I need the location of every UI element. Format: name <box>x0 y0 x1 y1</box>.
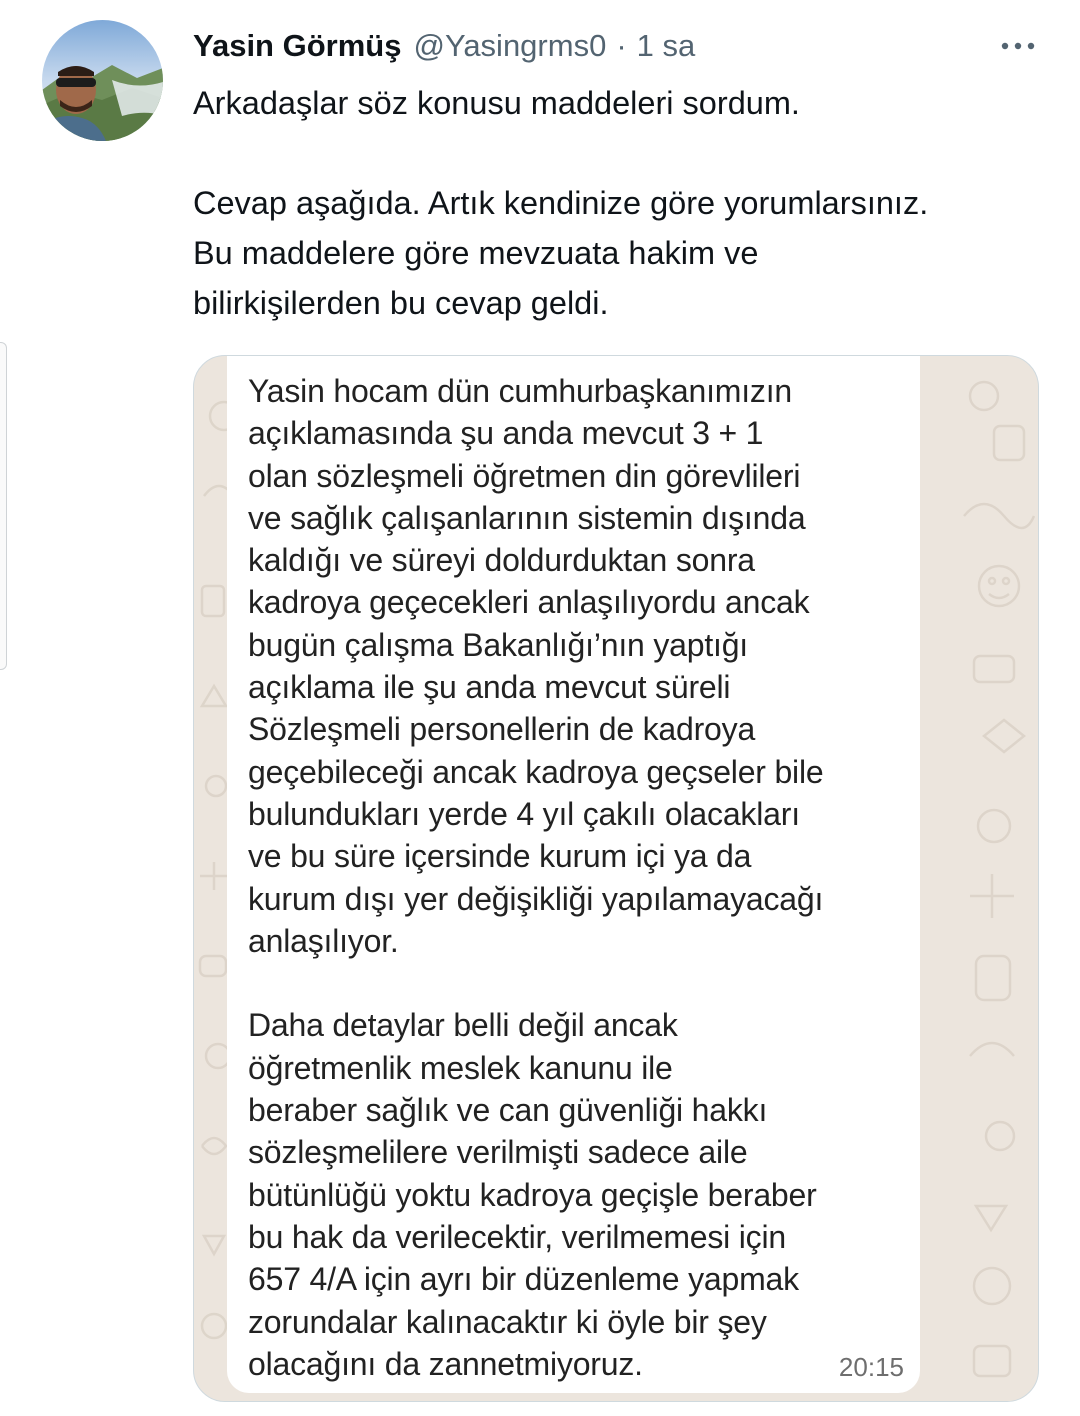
tweet-text: Arkadaşlar söz konusu maddeleri sordum. Cevap aşağıda. Artık kendinize göre yorumlarsınız. Bu maddelere göre mevzuata hakim ve bilirkişilerden bu cevap geldi. <box>193 85 929 321</box>
user-handle[interactable]: @Yasingrms0 <box>413 28 607 63</box>
separator-dot: · <box>616 28 627 63</box>
tweet-media-image[interactable] <box>193 355 1039 1402</box>
display-name[interactable]: Yasin Görmüş <box>193 28 402 63</box>
profile-photo <box>42 20 163 141</box>
tweet-timestamp[interactable]: 1 sa <box>636 28 696 63</box>
tweet-header <box>193 22 1000 70</box>
more-horizontal-icon <box>998 30 1038 62</box>
avatar[interactable] <box>42 20 163 141</box>
more-options-button[interactable] <box>998 30 1038 62</box>
chat-message-text: Yasin hocam dün cumhurbaşkanımızın açıklamasında şu anda mevcut 3 + 1 olan sözleşmeli öğretmen din görevlileri ve sağlık çalışanlarının sistemin dışında kaldığı ve süreyi doldurduktan sonra kadroya geçecekleri anlaşılıyordu ancak bugün çalışma Bakanlığı’nın yaptığı açıklama ile şu anda mevcut süreli Sözleşmeli personellerin de kadroya geçebileceği ancak kadroya geçseler bile bulundukları yerde 4 yıl çakılı olacakları ve bu süre içersinde kurum içi ya da kurum dışı yer değişikliği yapılamayacağı anlaşılıyor. Daha detaylar belli değil ancak öğretmenlik meslek kanunu ile beraber sağlık ve can güvenliği hakkı sözleşmelilere verilmişti sadece aile bütünlüğü yoktu kadroya geçişle beraber bu hak da verilecektir, verilmemesi için 657 4/A için ayrı bir düzenleme yapmak zorundalar kalınacaktır ki öyle bir şey olacağını da zannetmiyoruz. <box>248 373 824 1382</box>
scrollbar[interactable] <box>0 342 7 670</box>
chat-message-time: 20:15 <box>838 1352 904 1382</box>
chat-message-bubble <box>227 356 920 1393</box>
